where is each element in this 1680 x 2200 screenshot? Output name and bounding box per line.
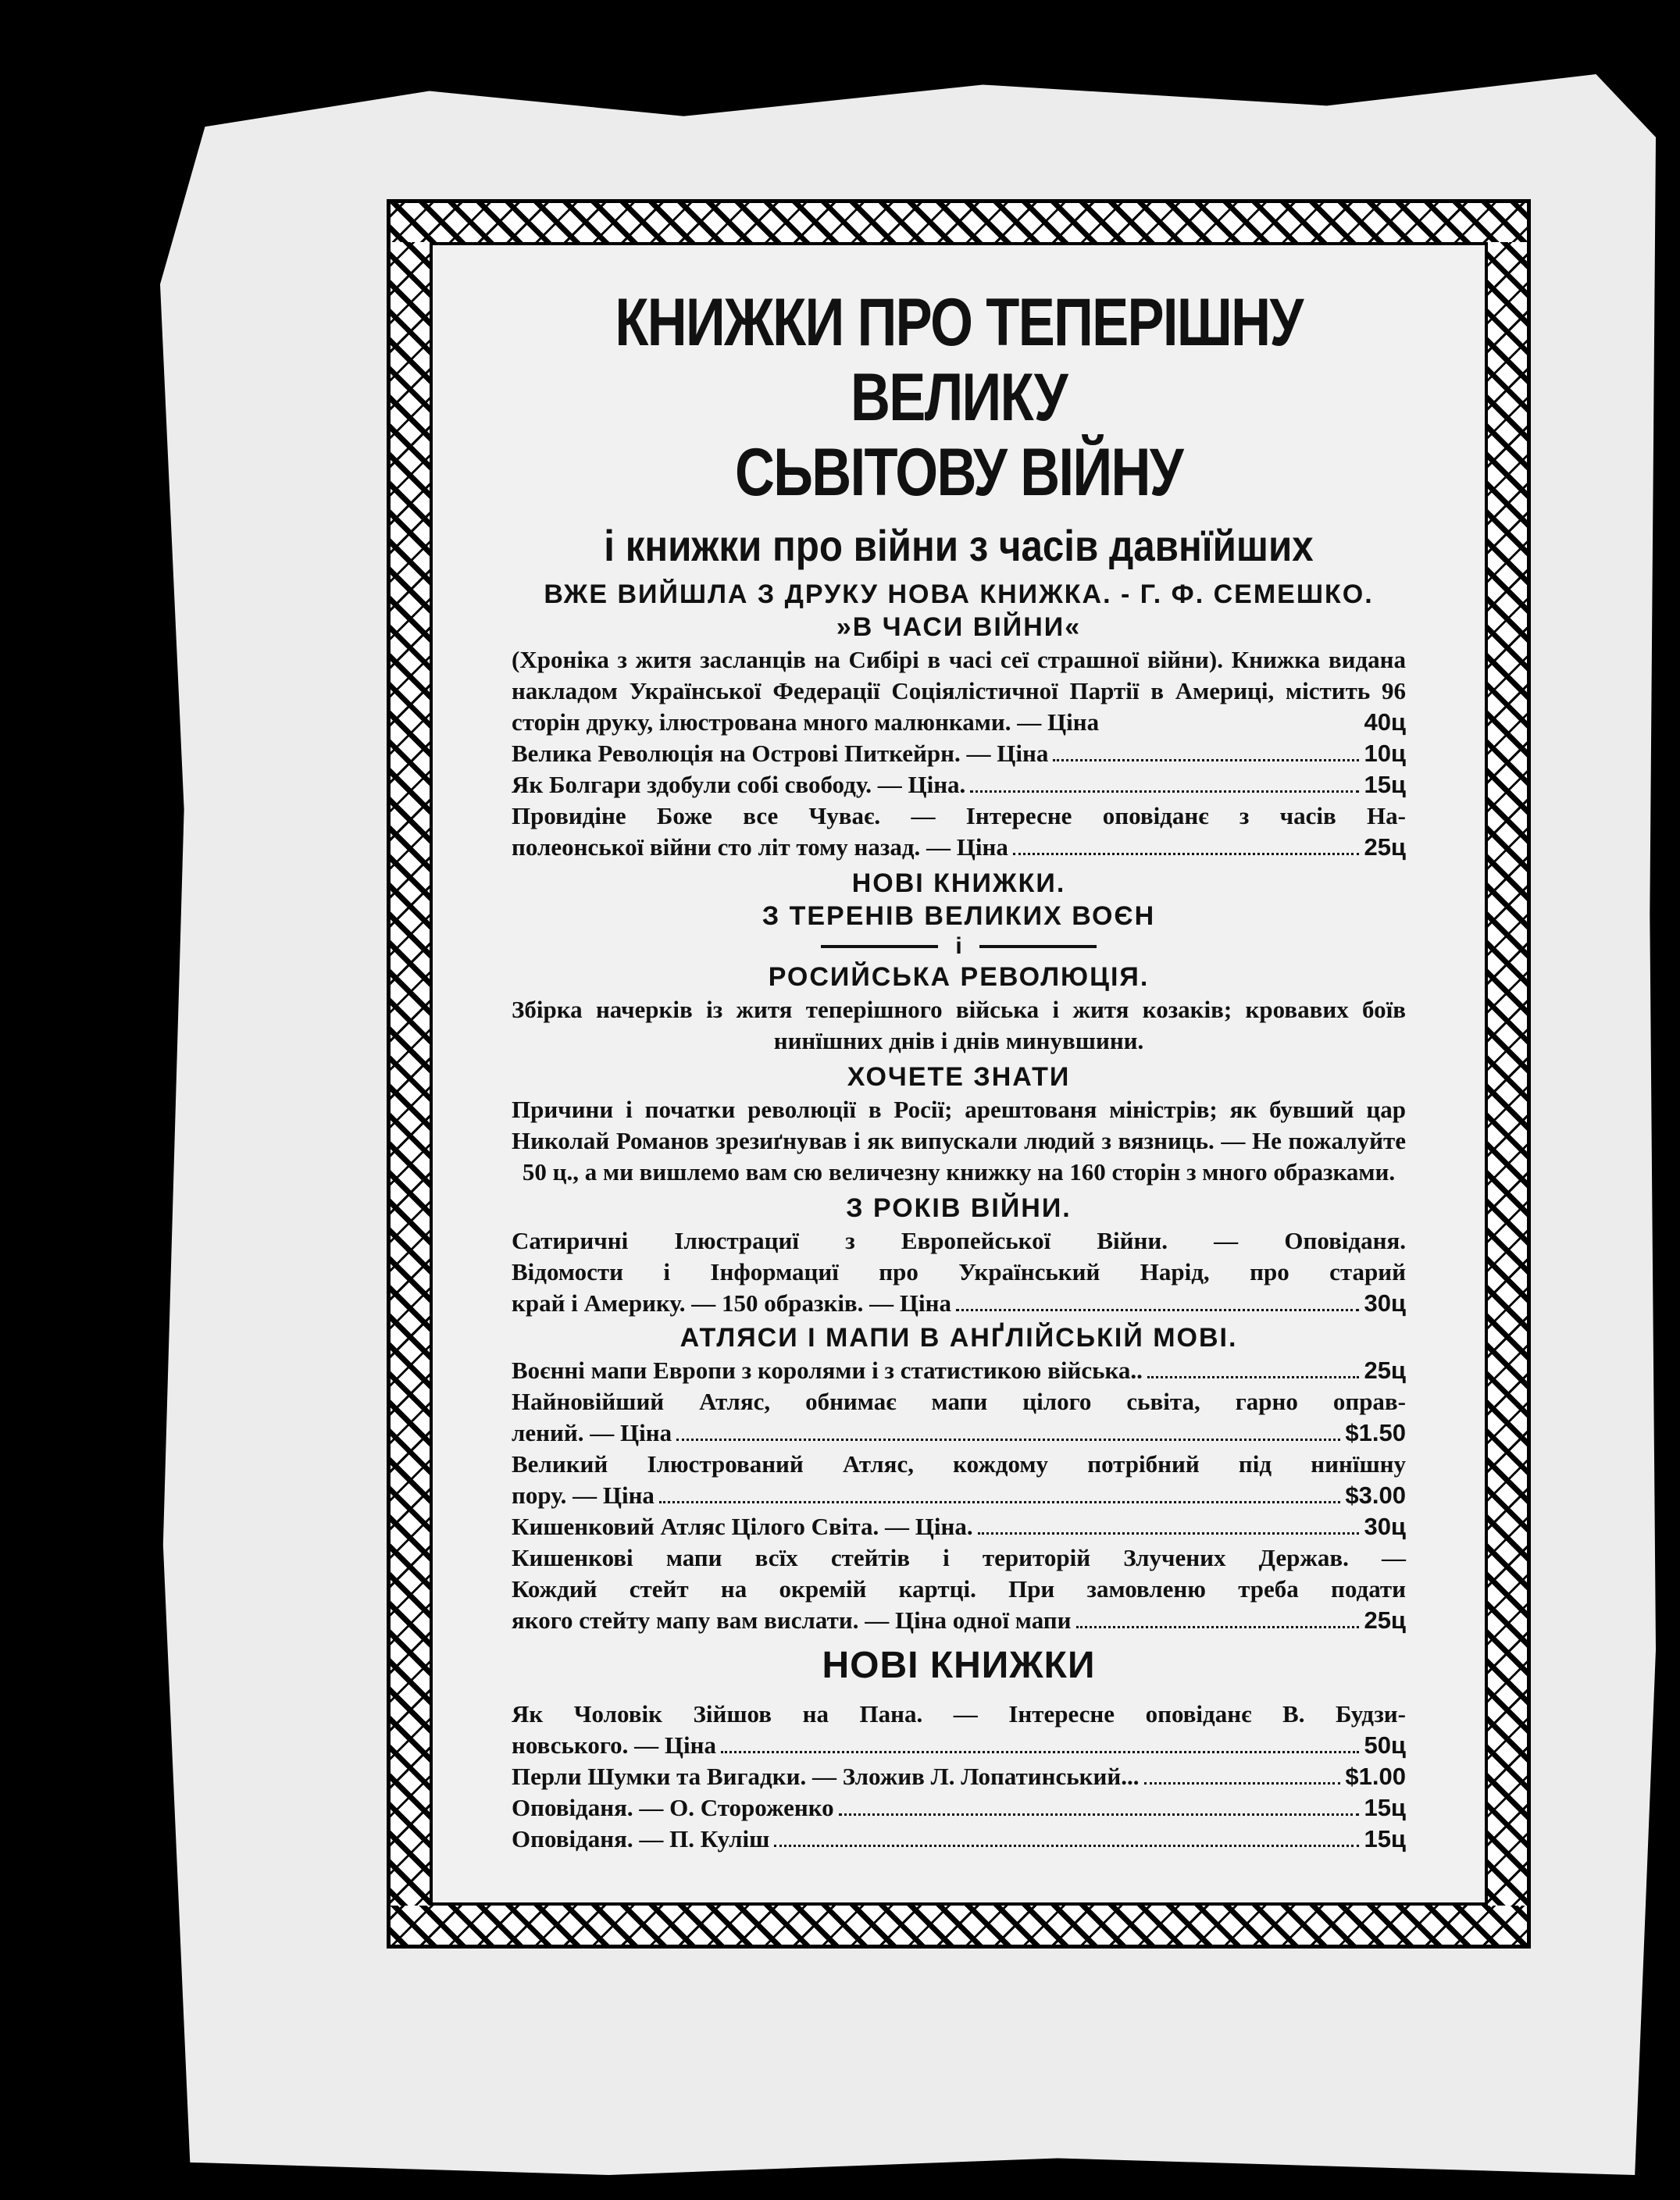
item-price: $3.00 [1345,1482,1406,1509]
announcement-book-title: »В ЧАСИ ВІЙНИ« [836,612,1082,642]
announcement-description: (Хроніка з житя засланців на Сибірі в часі сеї страшної війни). Книжка видана накладом Української Федерації Соціялістичної Партії в Америці, містить 96 сторін друку, ілюстрована много малюнками. — Ціна [512,646,1406,736]
main-title-line-1: КНИЖКИ ПРО ТЕПЕРІШНУ ВЕЛИКУ [615,285,1303,435]
announcement-price: 40ц [1364,708,1406,736]
dot-leader [956,1309,1359,1311]
item-text: Оповіданя. — О. Стороженко [512,1794,834,1821]
war-years-line-2: Відомости і Інформациї про Український Нарід, про старий [512,1258,1406,1285]
new-books-heading-2: НОВІ КНИЖКИ [822,1645,1096,1686]
dot-leader [1013,853,1360,855]
list-item [512,769,1406,800]
item-text: Як Болгари здобули собі свободу. — Ціна. [512,771,966,798]
item-price: 15ц [1364,771,1406,798]
item-lead-line: Як Чоловік Зійшов на Пана. — Інтересне оповіданє В. Будзи- [512,1700,1406,1728]
item-price: 15ц [1364,1794,1406,1821]
item-price: 25ц [1364,833,1406,861]
dot-leader [721,1751,1359,1753]
war-years-line-1: Сатиричні Ілюстрациї з Европейської Війни. — Оповіданя. [512,1227,1406,1254]
dot-leader [676,1439,1340,1441]
item-price: $1.00 [1345,1763,1406,1790]
divider-rule-left [821,945,938,948]
dot-leader [774,1845,1359,1847]
list-item [512,1761,1406,1792]
item-price: 50ц [1364,1731,1406,1759]
item-lead-line: Найновійший Атляс, обнимає мапи цілого сьвіта, гарно оправ- [512,1388,1406,1415]
item-lead-line: Великий Ілюстрований Атляс, кождому потрібний під нинїшну [512,1450,1406,1478]
want-to-know-description: Причини і початки революції в Росії; арештованя міністрів; як бувший цар Николай Романов зрезиґнував і як випускали людий з вязниць. — Не пожалуйте 50 ц., а ми вишлемо вам сю величезну книжку на 160 сторін з много образками. [512,1096,1406,1186]
item-text: край і Америку. — 150 образків. — Ціна [512,1289,952,1317]
item-text: Кишенковий Атляс Цілого Світа. — Ціна. [512,1513,973,1540]
item-lead-line: Провидіне Боже все Чуває. — Інтересне оповіданє з часів На- [512,802,1406,829]
dot-leader [978,1532,1360,1535]
list-item [512,1824,1406,1855]
section-divider [512,935,1406,958]
ornamental-border-top [391,203,1527,245]
list-item [512,1480,1406,1511]
item-text: лений. — Ціна [512,1419,672,1446]
item-price: 30ц [1364,1289,1406,1317]
divider-rule-right [979,945,1097,948]
divider-mark: і [955,933,962,959]
item-lead-line-2: Кождий стейт на окремій картці. При замовленю треба подати [512,1575,1406,1603]
item-price: $1.50 [1345,1419,1406,1446]
war-fields-heading: З ТЕРЕНІВ ВЕЛИКИХ ВОЄН [762,901,1156,931]
item-text: Воєнні мапи Европи з королями і з статистикою війська.. [512,1357,1143,1384]
item-price: 25ц [1364,1357,1406,1384]
list-item [512,1355,1406,1386]
dot-leader [1053,759,1359,761]
list-item [512,1792,1406,1824]
subtitle: і книжки про війни з часів давнїйших [604,521,1314,570]
item-text: Перли Шумки та Вигадки. — Зложив Л. Лопатинський... [512,1763,1140,1790]
advertisement-frame [387,199,1531,1949]
dot-leader [1144,1782,1341,1785]
list-item [512,1288,1406,1319]
item-lead-line: Кишенкові мапи всїх стейтів і територій Злучених Держав. — [512,1544,1406,1571]
russian-revolution-description: Збірка начерків із житя теперішного війська і житя козаків; кровавих боїв нинїшних днів і днів минувшини. [512,996,1406,1054]
russian-revolution-heading: РОСИЙСЬКА РЕВОЛЮЦІЯ. [768,962,1150,992]
list-item [512,1730,1406,1761]
dot-leader [1147,1376,1360,1378]
list-item [512,832,1406,863]
announcement-entry [512,644,1406,738]
dot-leader [839,1813,1360,1816]
new-books-heading-1: НОВІ КНИЖКИ. [851,868,1066,898]
war-years-heading: З РОКІВ ВІЙНИ. [846,1193,1072,1223]
dot-leader [659,1501,1340,1503]
ornamental-border-bottom [391,1902,1527,1945]
item-price: 10ц [1364,740,1406,767]
item-text: пору. — Ціна [512,1482,655,1509]
list-item [512,1417,1406,1449]
announcement-heading: ВЖЕ ВИЙШЛА З ДРУКУ НОВА КНИЖКА. - Г. Ф. СЕМЕШКО. [544,579,1374,609]
list-item [512,1511,1406,1542]
list-item [512,738,1406,769]
item-text: Велика Революція на Острові Питкейрн. — Ціна [512,740,1049,767]
item-text: якого стейту мапу вам вислати. — Ціна одної мапи [512,1606,1072,1634]
list-item [512,1605,1406,1636]
atlases-heading: АТЛЯСИ І МАПИ В АНҐЛІЙСЬКІЙ МОВІ. [679,1323,1238,1353]
item-price: 30ц [1364,1513,1406,1540]
item-text: Оповіданя. — П. Куліш [512,1825,770,1852]
item-text: полеонської війни сто літ тому назад. — Ціна [512,833,1008,861]
main-title-line-2: СЬВІТОВУ ВІЙНУ [734,435,1183,510]
dot-leader [970,790,1359,793]
item-price: 15ц [1364,1825,1406,1852]
item-text: новського. — Ціна [512,1731,716,1759]
dot-leader [1076,1626,1360,1628]
ornamental-border-left [391,242,433,1906]
advertisement-content [512,285,1406,1851]
item-price: 25ц [1364,1606,1406,1634]
ornamental-border-right [1485,242,1527,1906]
want-to-know-heading: ХОЧЕТЕ ЗНАТИ [847,1062,1071,1092]
